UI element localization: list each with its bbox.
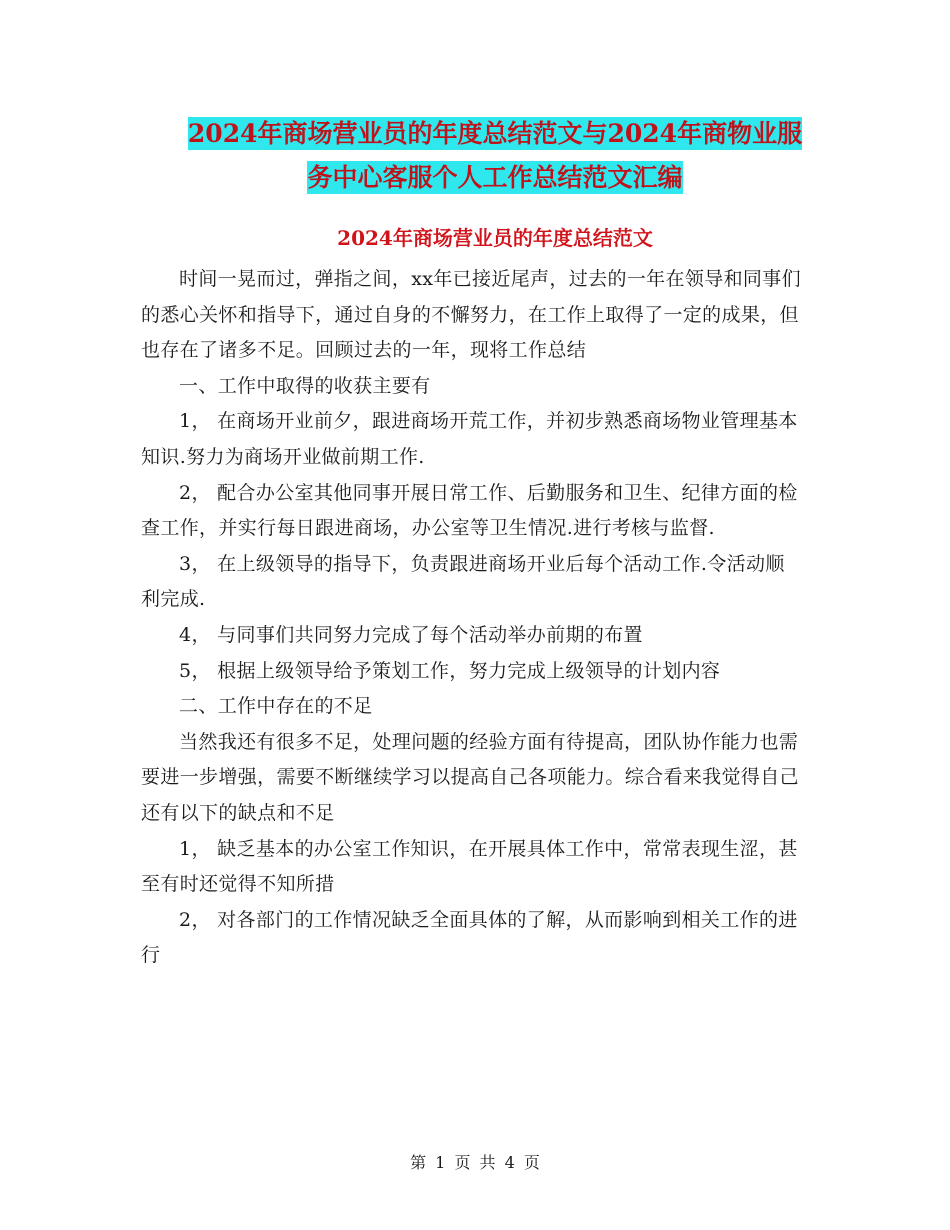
paragraph: 2， 对各部门的工作情况缺乏全面具体的了解，从而影响到相关工作的进行 — [141, 908, 798, 967]
paragraph: 时间一晃而过，弹指之间，xx年已接近尾声，过去的一年在领导和同事们的悉心关怀和指导下，通过自身的不懈努力，在工作上取得了一定的成果，但也存在了诸多不足。回顾过去的一年，现将工作总结 — [141, 268, 801, 362]
document-body — [141, 262, 801, 974]
paragraph: 1， 在商场开业前夕，跟进商场开荒工作，并初步熟悉商场物业管理基本知识.努力为商场开业做前期工作. — [141, 410, 798, 468]
main-title-line-2: 务中心客服个人工作总结范文汇编 — [307, 163, 683, 192]
page-footer: 第 1 页 共 4 页 — [410, 1153, 540, 1172]
paragraph: 一、工作中取得的收获主要有 — [179, 374, 431, 397]
paragraph: 1， 缺乏基本的办公室工作知识，在开展具体工作中，常常表现生涩，甚至有时还觉得不知所措 — [141, 837, 798, 896]
paragraph: 4， 与同事们共同努力完成了每个活动举办前期的布置 — [179, 623, 643, 646]
paragraph: 5， 根据上级领导给予策划工作，努力完成上级领导的计划内容 — [179, 659, 721, 682]
paragraph: 二、工作中存在的不足 — [179, 695, 373, 718]
main-title-line-1: 2024年商场营业员的年度总结范文与2024年商物业服 — [187, 119, 803, 148]
paragraph: 当然我还有很多不足，处理问题的经验方面有待提高，团队协作能力也需要进一步增强，需要不断继续学习以提高自己各项能力。综合看来我觉得自己还有以下的缺点和不足 — [141, 730, 799, 824]
paragraph: 3， 在上级领导的指导下，负责跟进商场开业后每个活动工作.令活动顺利完成. — [141, 552, 785, 611]
main-title — [140, 112, 850, 200]
section-title: 2024年商场营业员的年度总结范文 — [337, 226, 653, 250]
paragraph: 2， 配合办公室其他同事开展日常工作、后勤服务和卫生、纪律方面的检查工作，并实行每日跟进商场，办公室等卫生情况.进行考核与监督. — [141, 481, 798, 540]
